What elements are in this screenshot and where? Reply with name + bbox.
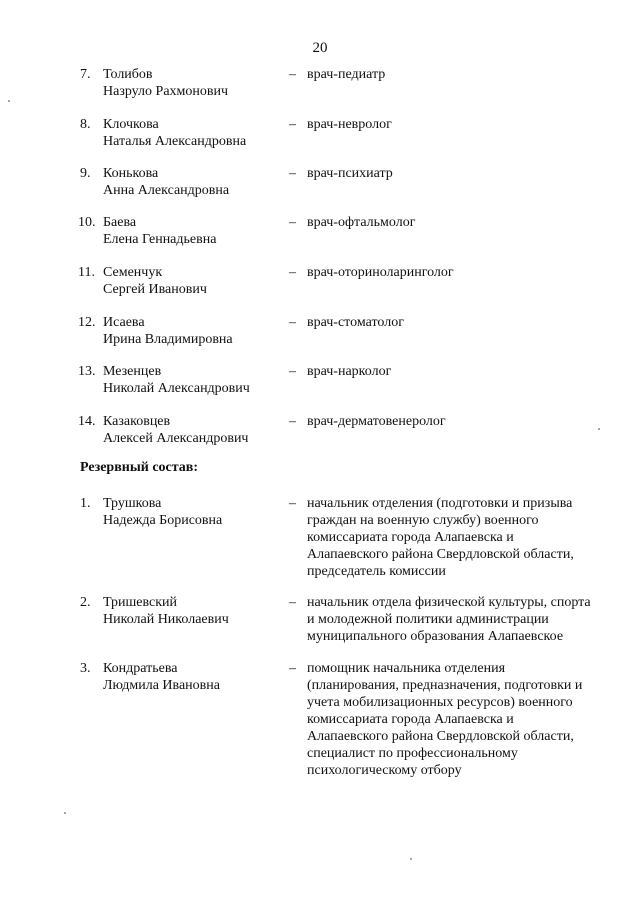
item-number: 13. <box>78 364 96 379</box>
dash: – <box>289 595 296 610</box>
surname: Исаева <box>103 315 145 330</box>
given-names: Назруло Рахмонович <box>103 84 229 99</box>
dash: – <box>289 67 296 82</box>
person-name <box>103 214 283 248</box>
person-name <box>103 594 283 628</box>
item-number: 1. <box>80 496 91 511</box>
scan-speck <box>64 812 66 814</box>
item-number: 9. <box>80 166 91 181</box>
surname: Мезенцев <box>103 364 162 379</box>
person-name <box>103 165 283 199</box>
item-number: 12. <box>78 315 96 330</box>
item-number: 11. <box>78 265 95 280</box>
position-text: начальник отдела физической культуры, спорта и молодежной политики администрации муниципального образования Алапаевское <box>307 595 591 644</box>
surname: Толибов <box>103 67 153 82</box>
section-heading: Резервный состав: <box>80 460 199 475</box>
person-name <box>103 116 283 150</box>
surname: Казаковцев <box>103 414 171 429</box>
given-names: Елена Геннадьевна <box>103 232 217 247</box>
position-text: врач-стоматолог <box>307 315 404 330</box>
surname: Трушкова <box>103 496 162 511</box>
item-number: 8. <box>80 117 91 132</box>
surname: Конькова <box>103 166 159 181</box>
dash: – <box>289 414 296 429</box>
given-names: Николай Александрович <box>103 381 250 396</box>
given-names: Людмила Ивановна <box>103 678 220 693</box>
given-names: Наталья Александровна <box>103 134 247 149</box>
surname: Клочкова <box>103 117 159 132</box>
person-name <box>103 495 283 529</box>
dash: – <box>289 661 296 676</box>
item-number: 10. <box>78 215 96 230</box>
scan-speck <box>8 100 10 102</box>
person-name <box>103 660 283 694</box>
position-text: врач-невролог <box>307 117 392 132</box>
given-names: Сергей Иванович <box>103 282 207 297</box>
position-text: врач-дерматовенеролог <box>307 414 446 429</box>
dash: – <box>289 364 296 379</box>
dash: – <box>289 496 296 511</box>
given-names: Анна Александровна <box>103 183 230 198</box>
position-text: врач-оториноларинголог <box>307 265 454 280</box>
person-name <box>103 314 283 348</box>
dash: – <box>289 215 296 230</box>
position-text: врач-психиатр <box>307 166 393 181</box>
position-text: врач-педиатр <box>307 67 386 82</box>
surname: Семенчук <box>103 265 163 280</box>
person-name <box>103 363 283 397</box>
person-name <box>103 66 283 100</box>
dash: – <box>289 315 296 330</box>
item-number: 14. <box>78 414 96 429</box>
item-number: 7. <box>80 67 91 82</box>
person-name <box>103 264 283 298</box>
person-name <box>103 413 283 447</box>
surname: Тришевский <box>103 595 178 610</box>
page-number: 20 <box>312 40 328 56</box>
dash: – <box>289 166 296 181</box>
surname: Кондратьева <box>103 661 178 676</box>
given-names: Алексей Александрович <box>103 431 249 446</box>
position-text: начальник отделения (подготовки и призыва граждан на военную службу) военного комиссариата города Алапаевска и Алапаевского района Свердловской области, председатель комиссии <box>307 496 574 579</box>
position-text: врач-офтальмолог <box>307 215 416 230</box>
scan-speck <box>598 428 600 430</box>
scan-speck <box>410 858 412 860</box>
dash: – <box>289 117 296 132</box>
given-names: Надежда Борисовна <box>103 513 223 528</box>
item-number: 3. <box>80 661 91 676</box>
item-number: 2. <box>80 595 91 610</box>
position-text: врач-нарколог <box>307 364 392 379</box>
dash: – <box>289 265 296 280</box>
position-text: помощник начальника отделения (планирования, предназначения, подготовки и учета мобилизационных ресурсов) военного комиссариата города Алапаевска и Алапаевского района Свердловской области, специалист по профессиональному психологическому отбору <box>307 661 583 778</box>
given-names: Ирина Владимировна <box>103 332 233 347</box>
surname: Баева <box>103 215 137 230</box>
given-names: Николай Николаевич <box>103 612 229 627</box>
